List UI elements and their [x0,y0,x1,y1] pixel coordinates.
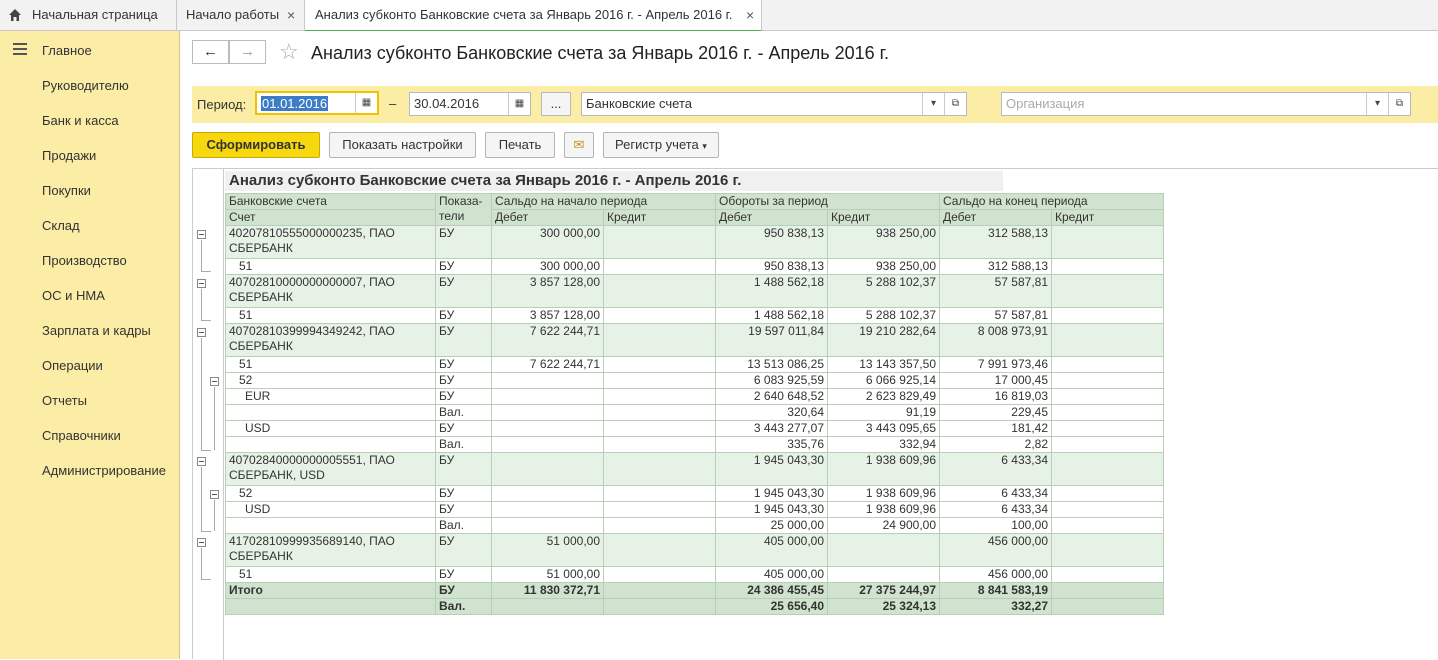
table-cell: 52 [226,373,436,389]
table-cell [1052,567,1164,583]
table-cell [1052,421,1164,437]
table-cell: 40207810555000000235, ПАО СБЕРБАНК [226,226,436,259]
table-cell: 11 830 372,71 [492,583,604,599]
table-cell: 25 324,13 [828,599,940,615]
table-cell: 456 000,00 [940,534,1052,567]
report-title: Анализ субконто Банковские счета за Январь 2016 г. - Апрель 2016 г. [225,171,1003,191]
table-cell [226,405,436,421]
table-cell [226,518,436,534]
table-row[interactable] [226,308,1164,324]
sidebar-item-reports[interactable]: Отчеты [42,393,87,408]
table-cell: 25 000,00 [716,518,828,534]
favorite-star-icon[interactable]: ☆ [279,39,299,64]
collapse-icon[interactable] [197,538,206,547]
table-cell [492,405,604,421]
table-row[interactable] [226,437,1164,453]
table-cell [604,502,716,518]
table-cell [604,518,716,534]
table-cell: 3 857 128,00 [492,308,604,324]
table-cell: 312 588,13 [940,226,1052,259]
tab-home[interactable] [0,0,177,31]
calendar-icon[interactable]: ▦ [508,93,530,115]
table-cell: БУ [436,308,492,324]
table-cell: 6 433,34 [940,453,1052,486]
table-cell: 938 250,00 [828,226,940,259]
table-cell [828,534,940,567]
sidebar-item-sales[interactable]: Продажи [42,148,97,163]
table-cell [1052,437,1164,453]
table-row[interactable] [226,502,1164,518]
register-label: Регистр учета [615,137,699,152]
table-row[interactable] [226,534,1164,567]
table-row[interactable] [226,486,1164,502]
table-cell: 51 000,00 [492,534,604,567]
subconto-field[interactable] [581,92,967,116]
table-cell [492,502,604,518]
col-header: Показа-тели [436,194,492,226]
table-cell: БУ [436,583,492,599]
table-row[interactable] [226,405,1164,421]
table-cell: Вал. [436,437,492,453]
mail-icon[interactable]: ✉ [564,132,594,158]
col-header: Сальдо на начало периода [492,194,716,210]
table-cell [1052,453,1164,486]
table-cell: 24 900,00 [828,518,940,534]
sidebar-item-director[interactable]: Руководителю [42,78,129,93]
table-cell: БУ [436,373,492,389]
table-cell: 25 656,40 [716,599,828,615]
collapse-icon[interactable] [197,230,206,239]
table-cell: 8 008 973,91 [940,324,1052,357]
table-cell: 1 938 609,96 [828,453,940,486]
col-header: Банковские счета [226,194,436,210]
table-cell: 51 [226,357,436,373]
table-cell: 51 000,00 [492,567,604,583]
table-cell [492,373,604,389]
print-button[interactable]: Печать [485,132,555,158]
table-row[interactable] [226,259,1164,275]
table-cell: БУ [436,534,492,567]
period-label: Период: [197,97,247,112]
table-cell: 5 288 102,37 [828,275,940,308]
open-icon[interactable]: ⧉ [944,93,966,115]
close-icon[interactable]: × [287,7,296,23]
table-cell: 2,82 [940,437,1052,453]
table-cell [492,599,604,615]
table-cell: 1 488 562,18 [716,275,828,308]
table-cell [604,486,716,502]
table-cell: 24 386 455,45 [716,583,828,599]
table-cell: 52 [226,486,436,502]
table-cell: 41702810999935689140, ПАО СБЕРБАНК [226,534,436,567]
table-cell [604,405,716,421]
menu-icon[interactable] [13,43,27,55]
close-icon[interactable]: × [746,7,755,23]
total-row[interactable] [226,583,1164,599]
table-cell: 1 938 609,96 [828,486,940,502]
total-row[interactable] [226,599,1164,615]
table-cell: Вал. [436,518,492,534]
tab-start[interactable] [177,0,305,31]
table-cell [1052,486,1164,502]
sidebar-item-admin[interactable]: Администрирование [42,463,166,478]
period-dash: – [389,96,397,111]
table-cell: 320,64 [716,405,828,421]
table-cell: 91,19 [828,405,940,421]
table-cell [604,259,716,275]
table-cell [604,421,716,437]
col-header: Дебет [940,210,1052,226]
sidebar [0,31,180,659]
table-cell: БУ [436,567,492,583]
table-cell: 7 991 973,46 [940,357,1052,373]
forward-button[interactable]: → [229,40,266,64]
table-cell: 3 857 128,00 [492,275,604,308]
table-cell: 13 513 086,25 [716,357,828,373]
table-cell: 19 210 282,64 [828,324,940,357]
collapse-icon[interactable] [197,279,206,288]
table-cell [1052,599,1164,615]
date-from-value: 01.01.2016 [262,96,328,111]
organization-placeholder: Организация [1006,96,1085,111]
table-cell: Вал. [436,599,492,615]
table-cell [604,437,716,453]
show-settings-button[interactable]: Показать настройки [329,132,476,158]
table-cell: 1 945 043,30 [716,453,828,486]
table-cell [604,583,716,599]
sidebar-item-warehouse[interactable]: Склад [42,218,80,233]
table-cell: БУ [436,357,492,373]
home-icon [8,8,22,22]
table-cell [1052,226,1164,259]
back-button[interactable]: ← [192,40,229,64]
register-button[interactable] [603,132,719,158]
table-cell: Итого [226,583,436,599]
period-select-button[interactable]: ... [541,92,571,116]
table-cell: 2 640 648,52 [716,389,828,405]
table-cell: БУ [436,259,492,275]
table-cell [1052,534,1164,567]
table-cell: 40702810399994349242, ПАО СБЕРБАНК [226,324,436,357]
sidebar-item-assets[interactable]: ОС и НМА [42,288,105,303]
collapse-icon[interactable] [210,490,219,499]
table-row[interactable] [226,373,1164,389]
table-cell: 405 000,00 [716,534,828,567]
table-cell [604,373,716,389]
table-cell: 332,94 [828,437,940,453]
table-cell: USD [226,421,436,437]
table-cell: 51 [226,308,436,324]
table-cell: 6 066 925,14 [828,373,940,389]
col-header: Кредит [604,210,716,226]
table-cell [604,308,716,324]
table-cell: БУ [436,453,492,486]
table-cell: 6 083 925,59 [716,373,828,389]
table-cell: 40702840000000005551, ПАО СБЕРБАНК, USD [226,453,436,486]
sidebar-item-production[interactable]: Производство [42,253,127,268]
table-cell: 57 587,81 [940,308,1052,324]
table-cell [604,275,716,308]
table-cell [1052,502,1164,518]
table-cell [1052,389,1164,405]
sidebar-item-purchases[interactable]: Покупки [42,183,91,198]
table-row[interactable] [226,389,1164,405]
organization-field[interactable] [1001,92,1411,116]
group-gutter [193,169,224,660]
table-row[interactable] [226,421,1164,437]
table-cell: 1 945 043,30 [716,486,828,502]
table-cell [604,226,716,259]
table-cell: 332,27 [940,599,1052,615]
table-cell [604,357,716,373]
table-cell [604,599,716,615]
table-cell: USD [226,502,436,518]
sidebar-item-bank[interactable]: Банк и касса [42,113,119,128]
dropdown-icon[interactable]: ▾ [1366,93,1388,115]
table-cell: 8 841 583,19 [940,583,1052,599]
table-row[interactable] [226,226,1164,259]
dropdown-arrow-icon: ▾ [702,141,707,151]
generate-button[interactable]: Сформировать [192,132,320,158]
collapse-icon[interactable] [197,457,206,466]
sidebar-item-operations[interactable]: Операции [42,358,103,373]
table-cell: 300 000,00 [492,226,604,259]
date-to-field[interactable] [409,92,531,116]
table-cell: БУ [436,324,492,357]
collapse-icon[interactable] [197,328,206,337]
table-cell: Вал. [436,405,492,421]
table-row[interactable] [226,357,1164,373]
table-row[interactable] [226,324,1164,357]
tab-start-label: Начало работы [186,7,280,22]
table-cell: 17 000,45 [940,373,1052,389]
table-cell: 40702810000000000007, ПАО СБЕРБАНК [226,275,436,308]
main-area [181,31,1438,659]
table-cell: 950 838,13 [716,226,828,259]
table-cell [226,437,436,453]
table-cell: 181,42 [940,421,1052,437]
table-cell: 27 375 244,97 [828,583,940,599]
table-cell [1052,259,1164,275]
table-cell [604,567,716,583]
page-title: Анализ субконто Банковские счета за Январь 2016 г. - Апрель 2016 г. [311,43,890,63]
header-row-1 [226,194,1164,210]
table-cell [1052,518,1164,534]
table-cell [604,453,716,486]
table-cell: 6 433,34 [940,502,1052,518]
table-cell [492,437,604,453]
table-cell: 2 623 829,49 [828,389,940,405]
table-cell: 57 587,81 [940,275,1052,308]
table-cell [492,453,604,486]
table-cell: 51 [226,567,436,583]
col-header: Кредит [1052,210,1164,226]
tab-report-label: Анализ субконто Банковские счета за Январь 2016 г. - Апрель 2016 г. [315,7,733,22]
table-cell: 100,00 [940,518,1052,534]
tab-report[interactable] [305,0,762,32]
table-cell: 19 597 011,84 [716,324,828,357]
table-cell: 1 488 562,18 [716,308,828,324]
col-header: Дебет [492,210,604,226]
col-header: Счет [226,210,436,226]
report-area [192,168,1438,659]
table-cell [1052,373,1164,389]
tab-bar [0,0,1438,31]
table-cell: 1 938 609,96 [828,502,940,518]
table-cell [604,389,716,405]
table-cell: 13 143 357,50 [828,357,940,373]
report-table [225,193,1164,615]
table-cell: БУ [436,389,492,405]
open-icon[interactable]: ⧉ [1388,93,1410,115]
table-cell: 312 588,13 [940,259,1052,275]
table-cell: 16 819,03 [940,389,1052,405]
table-cell [226,599,436,615]
table-cell: 3 443 095,65 [828,421,940,437]
date-to-value: 30.04.2016 [414,96,480,111]
dropdown-icon[interactable]: ▾ [922,93,944,115]
table-cell [604,534,716,567]
table-cell: БУ [436,275,492,308]
table-cell [1052,357,1164,373]
table-cell [1052,308,1164,324]
table-cell: 456 000,00 [940,567,1052,583]
date-from-field[interactable] [255,91,379,115]
table-row[interactable] [226,453,1164,486]
table-cell: БУ [436,226,492,259]
table-row[interactable] [226,275,1164,308]
table-cell: 950 838,13 [716,259,828,275]
col-header: Обороты за период [716,194,940,210]
table-cell [1052,324,1164,357]
tab-home-label: Начальная страница [32,7,158,22]
collapse-icon[interactable] [210,377,219,386]
calendar-icon[interactable]: ▦ [355,93,377,113]
table-cell [492,421,604,437]
table-cell [1052,405,1164,421]
col-header: Дебет [716,210,828,226]
table-cell: 1 945 043,30 [716,502,828,518]
table-cell: 300 000,00 [492,259,604,275]
table-cell [492,518,604,534]
table-cell: 938 250,00 [828,259,940,275]
sidebar-item-main[interactable]: Главное [42,43,92,58]
filter-bar [192,86,1438,123]
table-cell: 3 443 277,07 [716,421,828,437]
col-header: Сальдо на конец периода [940,194,1164,210]
table-cell [1052,275,1164,308]
table-cell: 5 288 102,37 [828,308,940,324]
table-cell: 6 433,34 [940,486,1052,502]
table-cell: 405 000,00 [716,567,828,583]
table-cell [492,486,604,502]
table-cell: БУ [436,502,492,518]
subconto-value: Банковские счета [586,96,693,111]
sidebar-item-catalogs[interactable]: Справочники [42,428,121,443]
table-cell: 335,76 [716,437,828,453]
table-cell: 229,45 [940,405,1052,421]
table-cell [828,567,940,583]
table-cell [1052,583,1164,599]
table-cell [604,324,716,357]
table-cell: 51 [226,259,436,275]
table-cell [492,389,604,405]
sidebar-item-salary[interactable]: Зарплата и кадры [42,323,151,338]
table-cell: 7 622 244,71 [492,357,604,373]
table-row[interactable] [226,518,1164,534]
header-row-2 [226,210,1164,226]
table-cell: EUR [226,389,436,405]
table-cell: БУ [436,421,492,437]
table-cell: БУ [436,486,492,502]
col-header: Кредит [828,210,940,226]
table-row[interactable] [226,567,1164,583]
table-cell: 7 622 244,71 [492,324,604,357]
